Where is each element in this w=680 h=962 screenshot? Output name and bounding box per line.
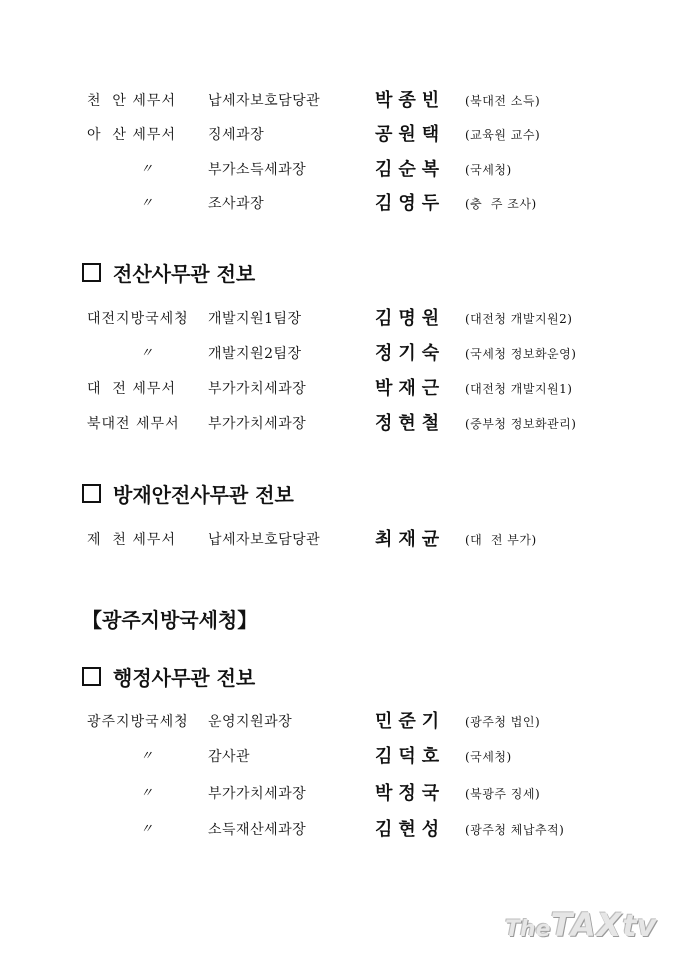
previous-post: (대 전 부가) [465,533,537,547]
previous-post: (국세청 정보화운영) [465,347,577,361]
person-name: 박재근 [375,378,446,399]
section-heading [82,256,255,292]
ditto-mark: 〃 [140,749,155,764]
previous-post: (교육원 교수) [465,128,541,142]
person-name: 김순복 [375,159,446,180]
person-name: 김영두 [375,193,446,214]
checkbox-square-icon [82,484,101,503]
previous-post: (북대전 소득) [465,94,541,108]
person-name: 김명원 [375,308,446,329]
previous-post: (충 주 조사) [465,197,537,211]
assignment-row [0,815,680,845]
position-title: 운영지원과장 [208,714,293,730]
office-name: 대 전 세무서 [87,381,176,397]
person-name: 공원택 [375,124,446,145]
position-title: 부가가치세과장 [208,381,307,397]
previous-post: (광주청 체납추적) [465,823,565,837]
position-title: 부가소득세과장 [208,162,307,178]
assignment-row [0,189,680,219]
position-title: 개발지원2팀장 [208,346,302,362]
previous-post: (국세청) [465,750,512,764]
position-title: 납세자보호담당관 [208,532,321,548]
section-heading-text: 행정사무관 전보 [113,666,256,690]
person-name: 김현성 [375,819,446,840]
previous-post: (국세청) [465,163,512,177]
ditto-mark: 〃 [140,346,155,361]
assignment-row [0,120,680,150]
office-name: 광주지방국세청 [87,714,189,730]
ditto-mark: 〃 [140,822,155,837]
position-title: 조사과장 [208,196,265,212]
section-heading-text: 전산사무관 전보 [113,262,256,286]
ditto-mark: 〃 [140,162,155,177]
position-title: 부가가치세과장 [208,416,307,432]
ditto-mark: 〃 [140,786,155,801]
position-title: 감사관 [208,749,251,765]
section-heading-text: 방재안전사무관 전보 [113,483,294,507]
assignment-row [0,779,680,809]
person-name: 정기숙 [375,343,446,364]
checkbox-square-icon [82,667,101,686]
previous-post: (중부청 정보화관리) [465,417,577,431]
person-name: 박정국 [375,783,446,804]
position-title: 개발지원1팀장 [208,311,302,327]
position-title: 소득재산세과장 [208,822,307,838]
position-title: 납세자보호담당관 [208,93,321,109]
assignment-row [0,525,680,555]
person-name: 정현철 [375,413,446,434]
assignment-row [0,304,680,334]
position-title: 부가가치세과장 [208,786,307,802]
person-name: 최재균 [375,529,446,550]
person-name: 민준기 [375,711,446,732]
ditto-mark: 〃 [140,196,155,211]
person-name: 박종빈 [375,90,446,111]
office-name: 아 산 세무서 [87,127,176,143]
assignment-row [0,742,680,772]
previous-post: (대전청 개발지원2) [465,312,573,326]
thetaxtv-watermark-logo: TheTAXtv [505,906,657,944]
assignment-row [0,409,680,439]
section-heading [82,477,294,513]
assignment-row [0,339,680,369]
office-name: 천 안 세무서 [87,93,176,109]
section-heading [82,660,255,696]
previous-post: (대전청 개발지원1) [465,382,573,396]
person-name: 김덕호 [375,746,446,767]
previous-post: (광주청 법인) [465,715,541,729]
office-name: 제 천 세무서 [87,532,176,548]
assignment-row [0,86,680,116]
assignment-row [0,374,680,404]
assignment-row [0,707,680,737]
position-title: 징세과장 [208,127,265,143]
office-name: 북대전 세무서 [87,416,180,432]
assignment-row [0,155,680,185]
office-name: 대전지방국세청 [87,311,189,327]
checkbox-square-icon [82,263,101,282]
region-title: 【광주지방국세청】 [82,608,258,632]
previous-post: (북광주 징세) [465,787,541,801]
